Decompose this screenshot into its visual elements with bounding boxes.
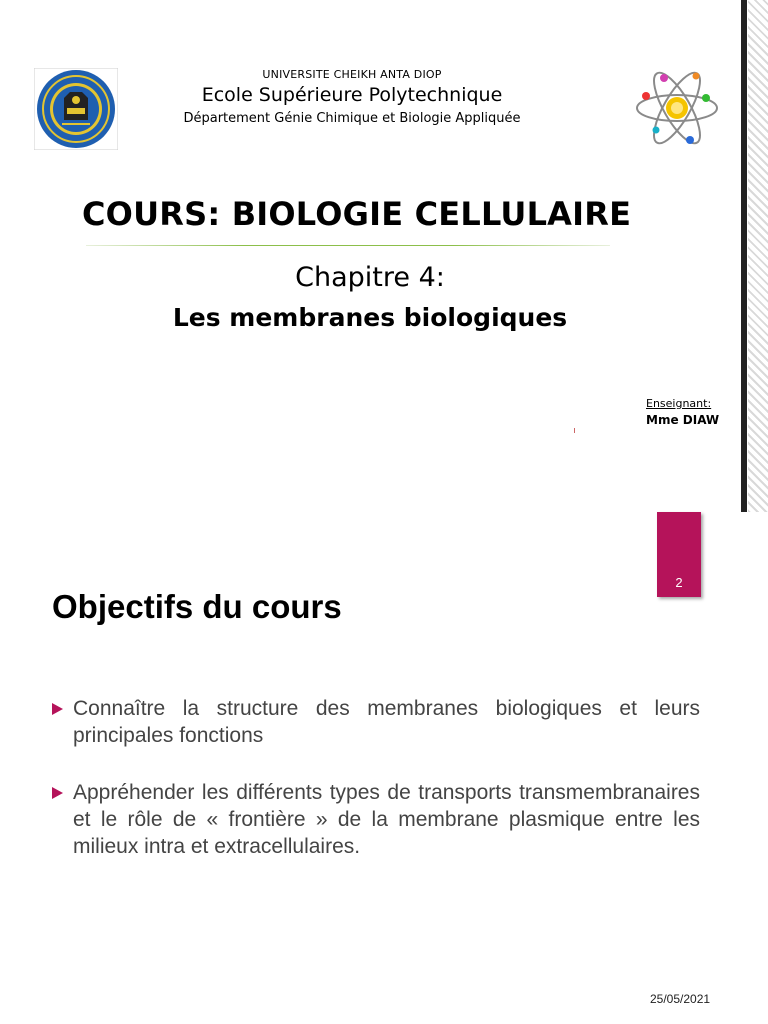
triangle-bullet-icon [52,703,63,715]
objectives-title: Objectifs du cours [52,588,342,625]
chapter-number: Chapitre 4: [295,262,445,293]
objective-item [52,779,700,860]
chapter-title: Les membranes biologiques [172,303,568,332]
title-divider [86,245,610,246]
department-name: Département Génie Chimique et Biologie Appliquée [183,111,521,126]
school-name: Ecole Supérieure Polytechnique [201,84,503,106]
objective-item [52,695,700,749]
slide-edge-decoration [741,0,768,512]
stray-mark [574,428,575,433]
teacher-name: Mme DIAW [646,413,720,427]
page-number: 2 [675,575,683,590]
atom-icon [634,68,720,148]
title-slide [0,0,740,512]
edge-stripes [748,0,768,512]
slide-date: 25/05/2021 [650,992,711,1006]
objective-text: Connaître la structure des membranes biologiques et leurs principales fonctions [73,697,700,747]
page-number-tab [657,512,701,597]
course-title: COURS: BIOLOGIE CELLULAIRE [82,195,632,233]
objective-text: Appréhender les différents types de transports transmembranaires et le rôle de « frontière » de la membrane plasmique entre les milieux intra et extracellulaires. [73,781,700,858]
teacher-label: Enseignant: [646,397,712,410]
edge-bar [741,0,747,512]
triangle-bullet-icon [52,787,63,799]
university-name: UNIVERSITE CHEIKH ANTA DIOP [262,68,442,81]
